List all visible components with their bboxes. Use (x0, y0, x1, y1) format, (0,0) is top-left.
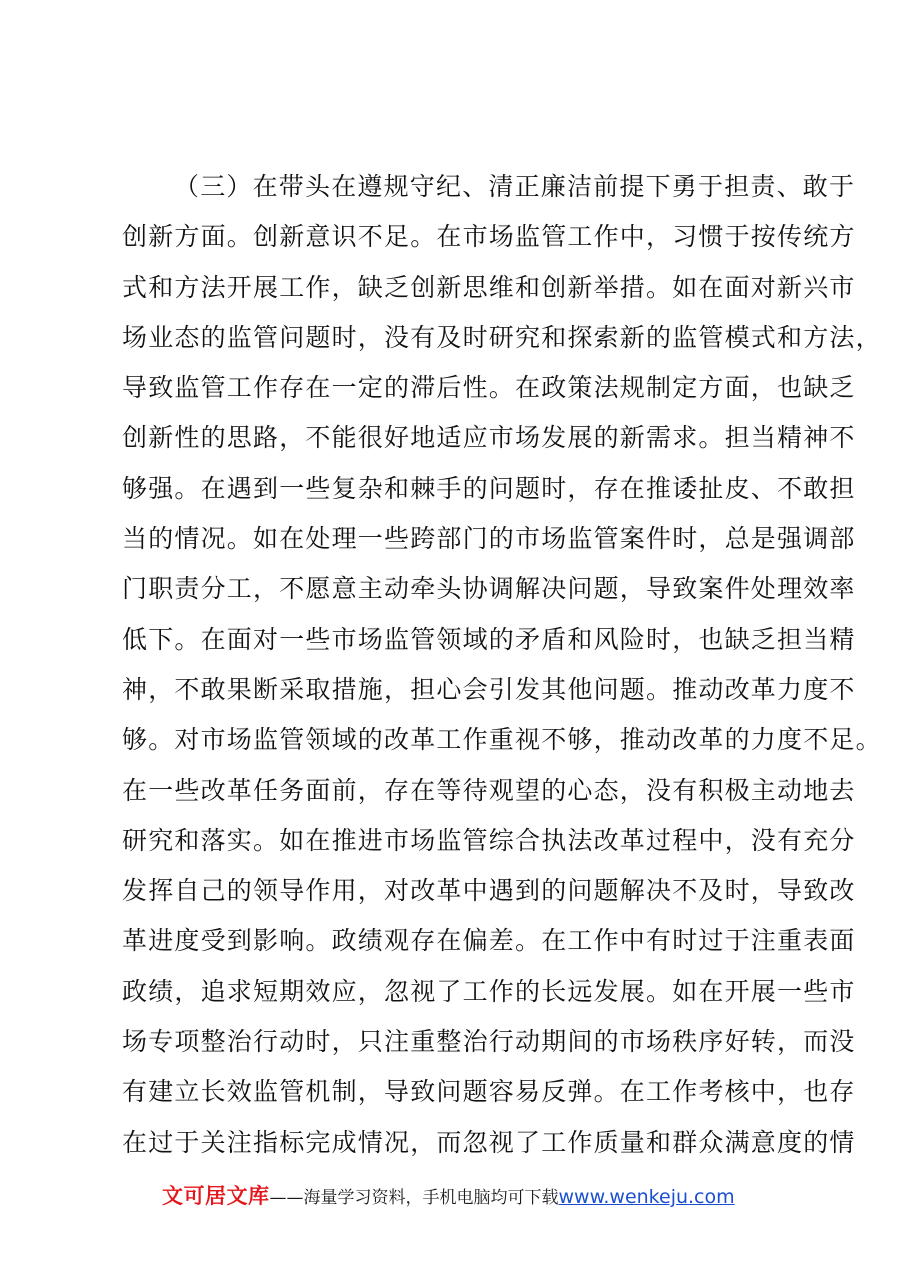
paragraph-line: 在过于关注指标完成情况，而忽视了工作质量和群众满意度的情 (122, 1127, 856, 1157)
paragraph-line: 革进度受到影响。政绩观存在偏差。在工作中有时过于注重表面 (122, 926, 856, 956)
paragraph-line: 门职责分工，不愿意主动牵头协调解决问题，导致案件处理效率 (122, 574, 856, 604)
footer-slogan: ——海量学习资料，手机电脑均可下载 (269, 1188, 559, 1208)
paragraph-line: 导致监管工作存在一定的滞后性。在政策法规制定方面，也缺乏 (122, 373, 856, 403)
paragraph-line: 当的情况。如在处理一些跨部门的市场监管案件时，总是强调部 (122, 524, 856, 554)
paragraph-line: 发挥自己的领导作用，对改革中遇到的问题解决不及时，导致改 (122, 876, 856, 906)
paragraph-line: 场专项整治行动时，只注重整治行动期间的市场秩序好转，而没 (122, 1027, 856, 1057)
paragraph-line: 有建立长效监管机制，导致问题容易反弹。在工作考核中，也存 (122, 1077, 856, 1107)
footer-site-link[interactable]: www.wenkeju.com (558, 1186, 735, 1208)
paragraph-line: 场业态的监管问题时，没有及时研究和探索新的监管模式和方法， (122, 322, 882, 352)
paragraph-line: 低下。在面对一些市场监管领域的矛盾和风险时，也缺乏担当精 (122, 624, 856, 654)
document-body (122, 162, 882, 1168)
paragraph-line: 式和方法开展工作，缺乏创新思维和创新举措。如在面对新兴市 (122, 272, 856, 302)
paragraph-line: 够。对市场监管领域的改革工作重视不够，推动改革的力度不足。 (122, 725, 882, 755)
paragraph-line: （三）在带头在遵规守纪、清正廉洁前提下勇于担责、敢于 (174, 172, 856, 201)
paragraph-line: 研究和落实。如在推进市场监管综合执法改革过程中，没有充分 (122, 825, 856, 855)
page-footer (162, 1178, 782, 1214)
paragraph-line: 够强。在遇到一些复杂和棘手的问题时，存在推诿扯皮、不敢担 (122, 473, 856, 503)
paragraph-line: 创新性的思路，不能很好地适应市场发展的新需求。担当精神不 (122, 423, 856, 453)
paragraph-line: 在一些改革任务面前，存在等待观望的心态，没有积极主动地去 (122, 775, 856, 805)
paragraph-line: 创新方面。创新意识不足。在市场监管工作中，习惯于按传统方 (122, 222, 856, 252)
paragraph-line: 神，不敢果断采取措施，担心会引发其他问题。推动改革力度不 (122, 674, 856, 704)
footer-brand: 文可居文库 (162, 1184, 270, 1208)
paragraph-line: 政绩，追求短期效应，忽视了工作的长远发展。如在开展一些市 (122, 976, 856, 1006)
